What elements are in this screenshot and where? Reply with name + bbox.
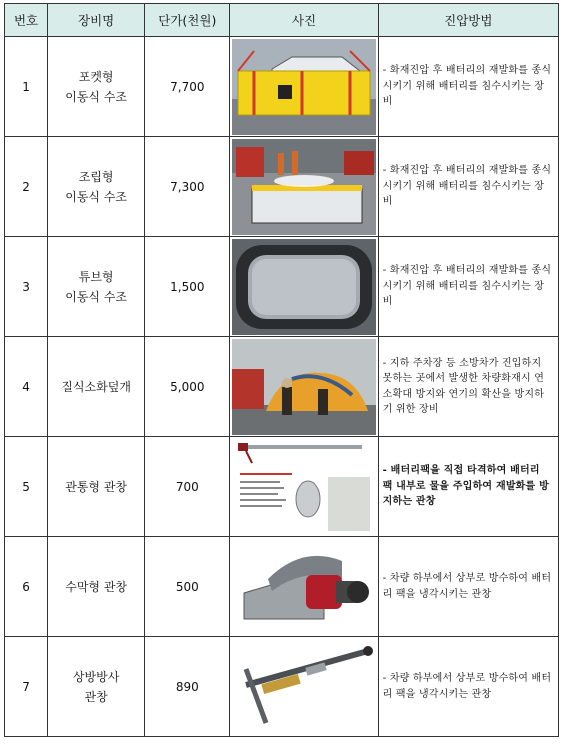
row-name-line2: 이동식 수조 [65,89,128,104]
row-price: 1,500 [145,237,230,337]
header-price: 단가(천원) [145,4,230,37]
row-name [48,237,145,337]
table-row [5,537,559,637]
row-name-line2: 이동식 수조 [65,189,128,204]
row-name-line1: 튜브형 [78,269,114,284]
row-method: - 화재진압 후 배터리의 재발화를 종식시키기 위해 배터리를 침수시키는 장비 [378,137,558,237]
header-photo: 사진 [230,4,378,37]
upward-spray-nozzle-photo [232,639,376,735]
row-name-line1: 수막형 관창 [65,579,128,594]
header-row [5,4,559,37]
table-row [5,37,559,137]
water-curtain-nozzle-photo [232,539,376,635]
row-name-line1: 조립형 [78,169,114,184]
row-name [48,437,145,537]
pocket-water-tank-photo [232,39,376,135]
row-photo [230,37,378,137]
row-method: - 차량 하부에서 상부로 방수하여 배터리 팩을 냉각시키는 관창 [378,537,558,637]
table-row [5,337,559,437]
row-name-line2: 이동식 수조 [65,289,128,304]
row-no: 4 [5,337,48,437]
row-method: - 배터리팩을 직접 타격하여 배터리 팩 내부로 물을 주입하여 재발화를 방지하는 관창 [378,437,558,537]
row-name [48,637,145,737]
row-photo [230,337,378,437]
row-no: 1 [5,37,48,137]
header-no: 번호 [5,4,48,37]
row-photo [230,137,378,237]
row-name [48,37,145,137]
row-method: - 화재진압 후 배터리의 재발화를 종식시키기 위해 배터리를 침수시키는 장비 [378,37,558,137]
row-name-line1: 포켓형 [78,69,114,84]
row-photo [230,637,378,737]
row-price: 890 [145,637,230,737]
equipment-table [4,3,559,737]
row-price: 5,000 [145,337,230,437]
header-name: 장비명 [48,4,145,37]
row-method: - 지하 주차장 등 소방차가 진입하지 못하는 곳에서 발생한 차량화재시 연소확대 방지와 연기의 확산을 방지하기 위한 장비 [378,337,558,437]
row-no: 7 [5,637,48,737]
row-method: - 화재진압 후 배터리의 재발화를 종식시키기 위해 배터리를 침수시키는 장비 [378,237,558,337]
row-price: 7,300 [145,137,230,237]
row-name [48,537,145,637]
assembly-water-tank-photo [232,139,376,235]
row-no: 3 [5,237,48,337]
header-method: 진압방법 [378,4,558,37]
row-photo [230,437,378,537]
row-photo [230,237,378,337]
row-method: - 차량 하부에서 상부로 방수하여 배터리 팩을 냉각시키는 관창 [378,637,558,737]
table-row [5,437,559,537]
row-no: 5 [5,437,48,537]
row-price: 7,700 [145,37,230,137]
row-name-line1: 상방방사 [72,669,120,684]
table-row [5,637,559,737]
row-no: 6 [5,537,48,637]
table-row [5,137,559,237]
piercing-nozzle-photo [232,439,376,535]
row-price: 700 [145,437,230,537]
row-name-line1: 질식소화덮개 [61,379,131,394]
row-photo [230,537,378,637]
table-row [5,237,559,337]
row-name-line2: 관창 [84,689,108,704]
row-name [48,337,145,437]
fire-blanket-photo [232,339,376,435]
row-name [48,137,145,237]
row-price: 500 [145,537,230,637]
row-no: 2 [5,137,48,237]
tube-water-tank-photo [232,239,376,335]
row-name-line1: 관통형 관창 [65,479,128,494]
